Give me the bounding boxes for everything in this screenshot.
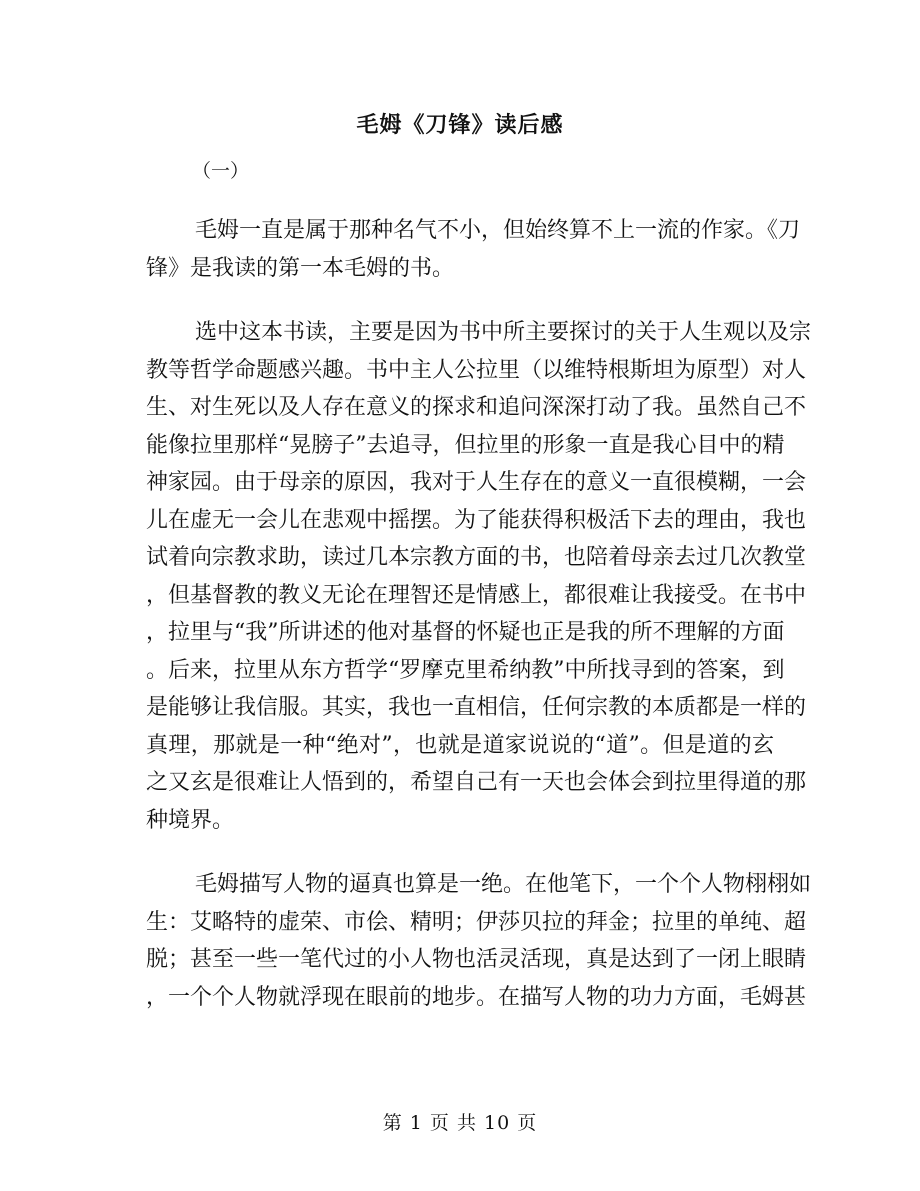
paragraph-3 — [146, 866, 812, 1016]
paragraph-line: 之又玄是很难让人悟到的，希望自己有一天也会体会到拉里得道的那 — [146, 770, 807, 795]
paragraph-line: 生、对生死以及人存在意义的探求和追问深深打动了我。虽然自己不 — [146, 395, 807, 420]
paragraph-line: 选中这本书读，主要是因为书中所主要探讨的关于人生观以及宗 — [151, 320, 812, 345]
document-title: 毛姆《刀锋》读后感 — [356, 112, 564, 138]
paragraph-2 — [146, 314, 812, 839]
section-label: （一） — [192, 160, 250, 182]
paragraph-line: 种境界。 — [146, 807, 235, 833]
paragraph-line: 教等哲学命题感兴趣。书中主人公拉里（以维特根斯坦为原型）对人 — [146, 357, 807, 383]
paragraph-line: 。后来，拉里从东方哲学“罗摩克里希纳教”中所找寻到的答案，到 — [146, 657, 785, 683]
paragraph-line: 毛姆描写人物的逼真也算是一绝。在他笔下，一个个人物栩栩如 — [151, 872, 812, 897]
paragraph-line: 是能够让我信服。其实，我也一直相信，任何宗教的本质都是一样的 — [146, 695, 807, 720]
paragraph-line: ，但基督教的教义无论在理智还是情感上，都很难让我接受。在书中 — [146, 582, 807, 608]
paragraph-line: ，拉里与“我”所讲述的他对基督的怀疑也正是我的所不理解的方面 — [146, 620, 785, 645]
document-body — [146, 212, 812, 1043]
paragraph-line: 生：艾略特的虚荣、市侩、精明；伊莎贝拉的拜金；拉里的单纯、超 — [146, 909, 807, 935]
paragraph-line: 毛姆一直是属于那种名气不小，但始终算不上一流的作家。《刀 — [151, 218, 801, 243]
paragraph-line: ，一个个人物就浮现在眼前的地步。在描写人物的功力方面，毛姆甚 — [146, 984, 807, 1010]
paragraph-line: 试着向宗教求助，读过几本宗教方面的书，也陪着母亲去过几次教堂 — [146, 545, 807, 570]
paragraph-1 — [146, 212, 801, 287]
paragraph-line: 神家园。由于母亲的原因，我对于人生存在的意义一直很模糊，一会 — [146, 470, 807, 495]
paragraph-line: 儿在虚无一会儿在悲观中摇摆。为了能获得积极活下去的理由，我也 — [146, 507, 807, 533]
paragraph-line: 脱；甚至一些一笔代过的小人物也活灵活现，真是达到了一闭上眼睛 — [146, 947, 807, 972]
paragraph-line: 锋》是我读的第一本毛姆的书。 — [146, 255, 455, 281]
paragraph-line: 能像拉里那样“晃膀子”去追寻，但拉里的形象一直是我心目中的精 — [146, 432, 785, 458]
paragraph-line: 真理，那就是一种“绝对”，也就是道家说说的“道”。但是道的玄 — [146, 732, 774, 758]
page-number: 第 1 页 共 10 页 — [382, 1112, 538, 1134]
